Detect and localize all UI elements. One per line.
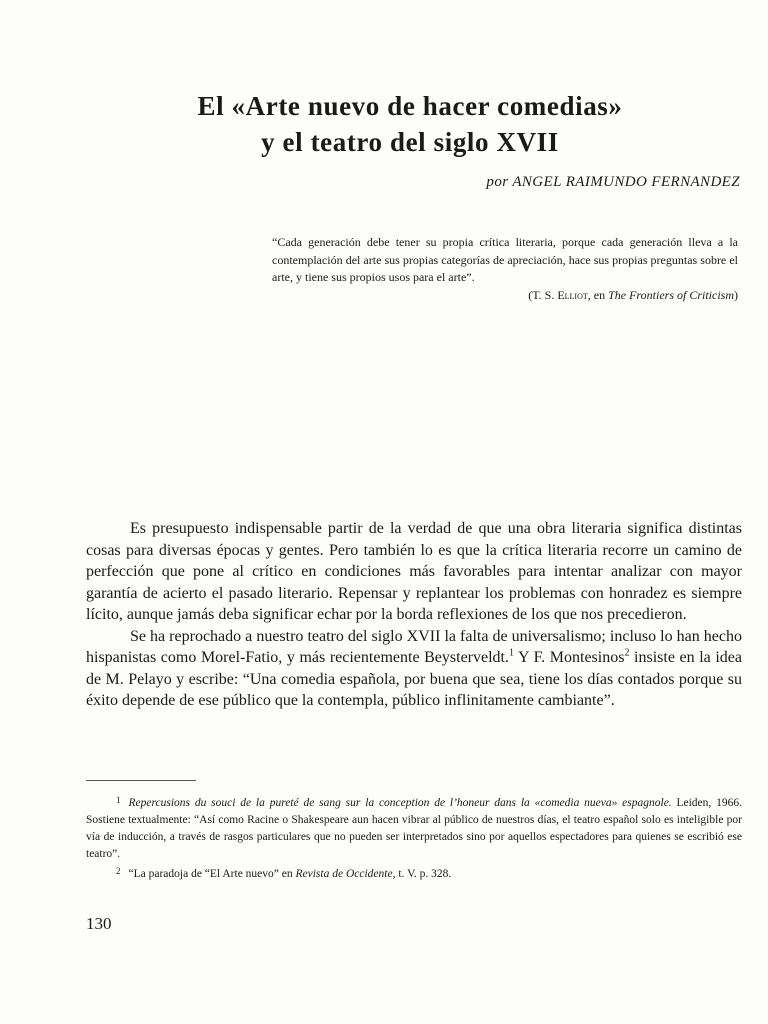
epigraph-attribution <box>272 287 738 305</box>
footnote-1 <box>86 792 742 863</box>
title-line-1: El «Arte nuevo de hacer comedias» <box>197 91 623 121</box>
footnote-2-text-a: “La paradoja de “El Arte nuevo” en <box>128 868 296 880</box>
epigraph <box>272 234 738 304</box>
footnote-ref-1: 1 <box>509 647 515 659</box>
footnote-2-number: 2 <box>116 866 121 876</box>
article-title <box>0 88 768 160</box>
page-number: 130 <box>86 914 112 933</box>
paragraph-2-part-b: Y F. Montesinos <box>514 649 625 666</box>
author-byline: por ANGEL RAIMUNDO FERNANDEZ <box>486 174 740 190</box>
footnote-divider <box>86 780 196 781</box>
title-line-2: y el teatro del siglo XVII <box>261 127 559 157</box>
epigraph-quote: “Cada generación debe tener su propia crítica literaria, porque cada generación lleva a la contemplación del arte sus propias categorías de apreciación, hace sus propias preguntas sobre el arte, y tiene sus propios usos para el arte”. <box>272 235 738 284</box>
attribution-open: (T. S. <box>528 287 558 302</box>
attribution-mid: , en <box>587 287 609 302</box>
paragraph-2-part-c: insiste en la idea de M. Pelayo y escribe: “Una comedia española, por buena que sea, tiene los días contados porque su éxito depende de ese público que la contempla, público inflinitamente cambiante”. <box>86 649 743 709</box>
footnote-2-text-b: t. V. p. 328. <box>395 868 452 880</box>
footnote-ref-2: 2 <box>624 647 630 659</box>
footnote-2-journal: Revista de Occidente, <box>295 868 396 880</box>
footnote-2 <box>86 863 742 883</box>
paragraph-2 <box>86 626 742 712</box>
footnotes <box>86 792 742 883</box>
footnote-1-title: Repercusions du souci de la pureté de sang sur la conception de l’honeur dans la «comedia nueva» espagnole. <box>128 797 672 809</box>
body-text <box>86 518 742 712</box>
paragraph-1: Es presupuesto indispensable partir de la verdad de que una obra literaria significa distintas cosas para diversas épocas y gentes. Pero también lo es que la crítica literaria recorre un camino de perfección que pone al crítico en condiciones más favorables para intentar analizar con mayor garantía de acierto el pasado literario. Repensar y replantear los problemas con honradez es siempre lícito, aunque jamás deba significar echar por la borda reflexiones de los que nos precedieron. <box>86 520 742 623</box>
attribution-close: ) <box>734 287 738 302</box>
attribution-work: The Frontiers of Criticism <box>608 287 734 302</box>
paragraph-2-part-a: Se ha reprochado a nuestro teatro del siglo XVII la falta de universalismo; incluso lo han hecho hispanistas como Morel-Fatio, y más recientemente Beysterveldt. <box>86 627 742 666</box>
footnote-1-text: Leiden, 1966. Sostiene textualmente: “Así como Racine o Shakespeare aun hacen vibrar al público de nuestros días, el teatro español solo es inteligible por vía de inducción, a través de rasgos particulares que no pueden ser interpretados sino por aquellos espectadores para quienes se escribió ese teatro”. <box>86 797 742 860</box>
footnote-1-number: 1 <box>116 795 121 805</box>
attribution-author: Elliot <box>557 287 588 302</box>
